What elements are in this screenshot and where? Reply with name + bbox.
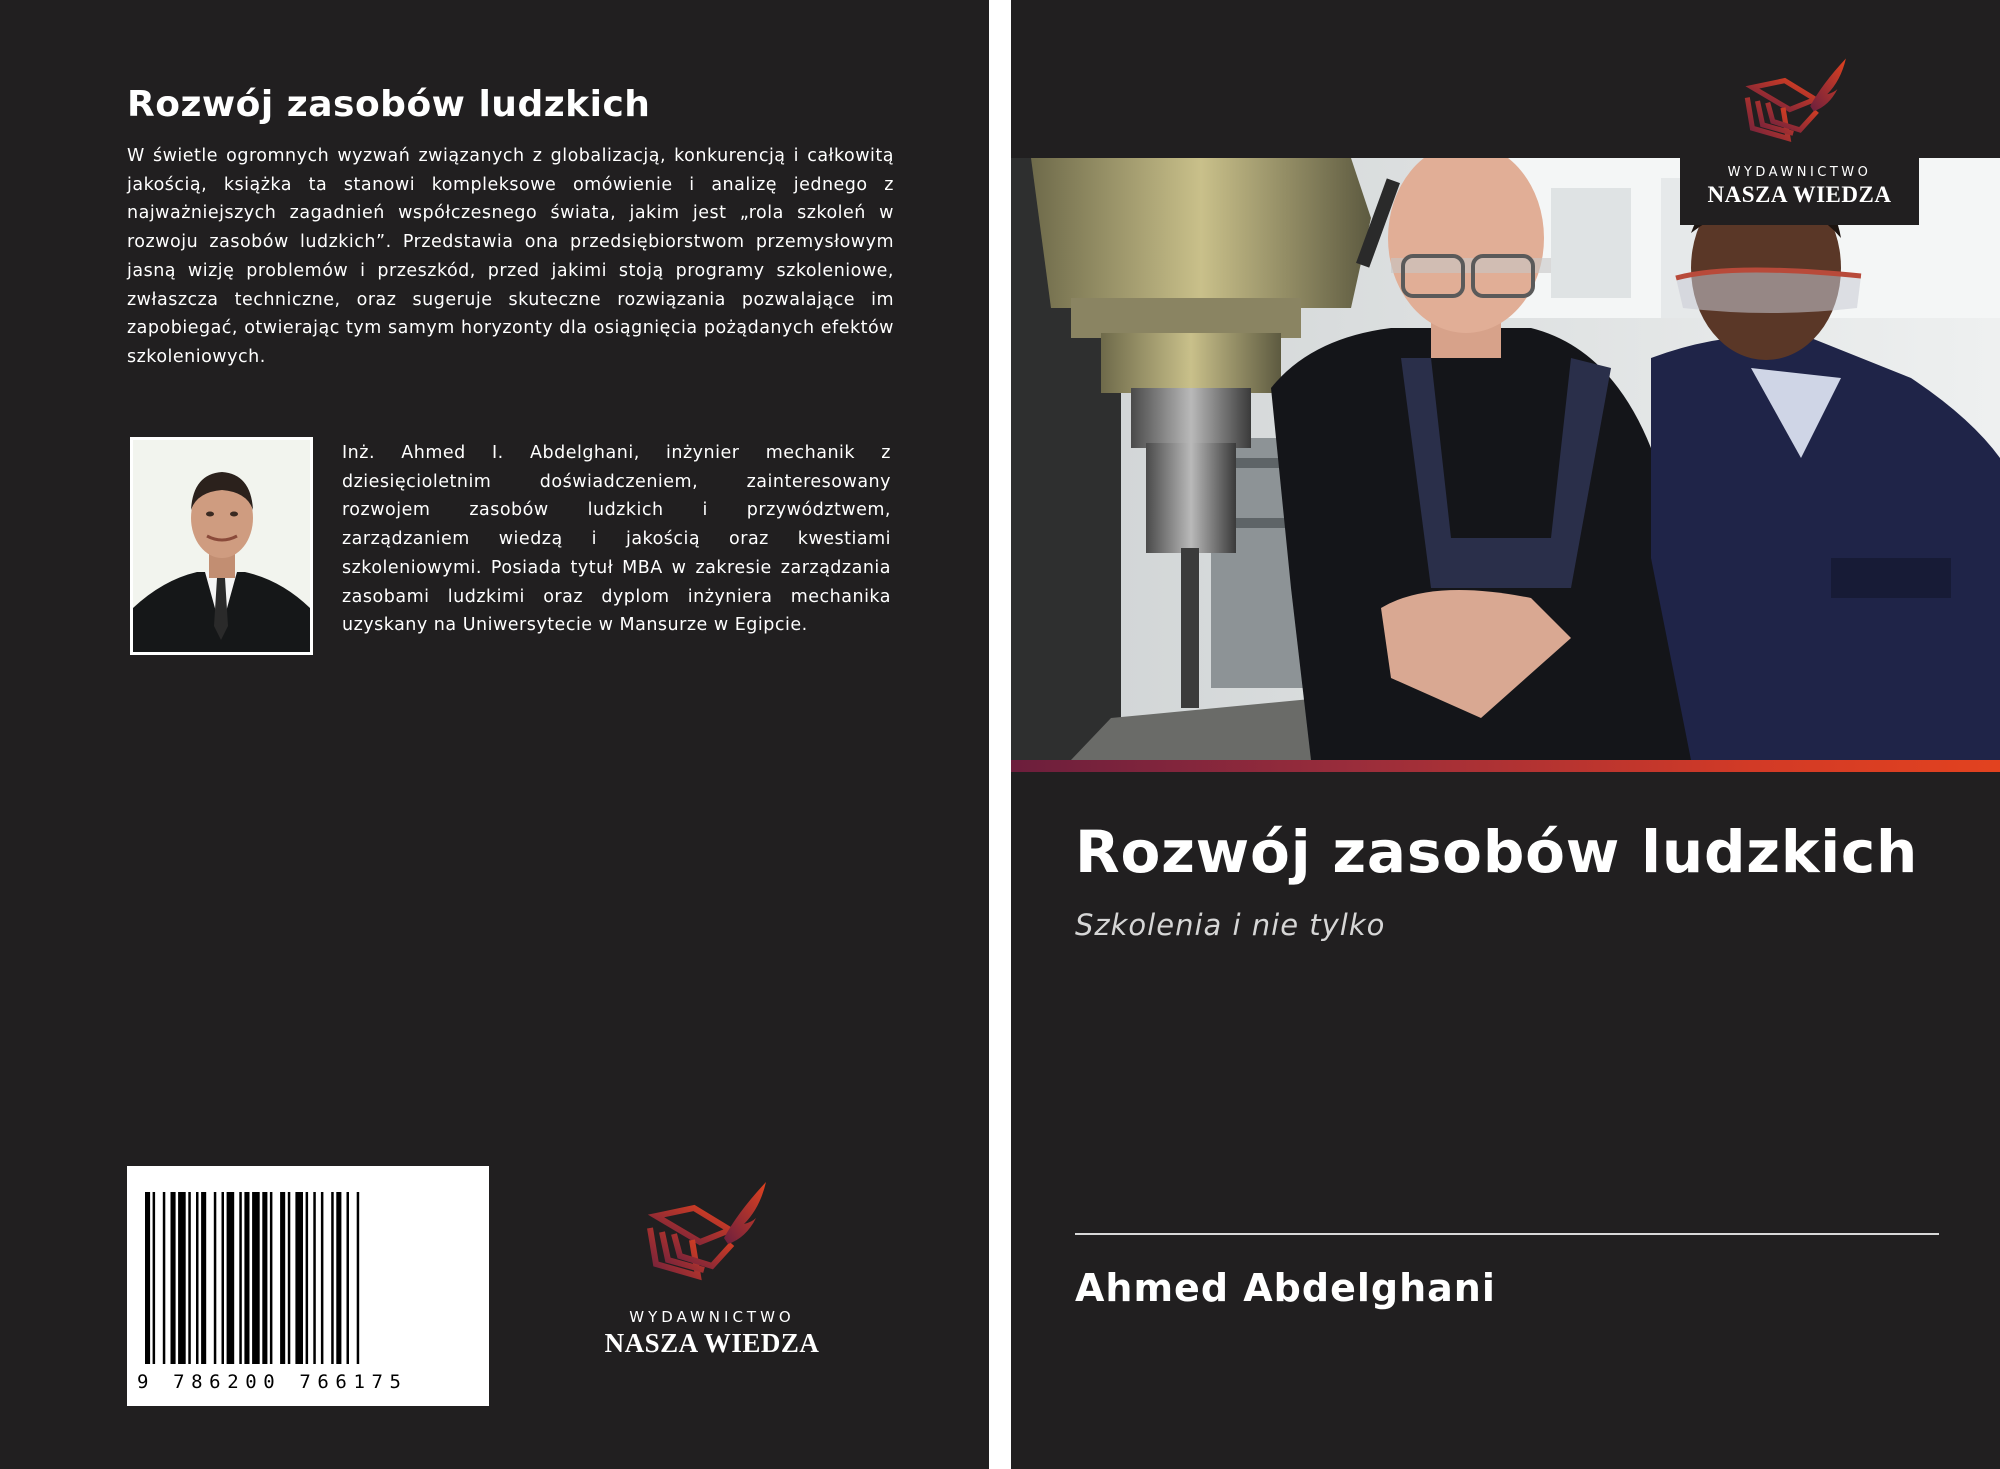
barcode-bar xyxy=(196,1192,199,1364)
barcode-bar xyxy=(239,1192,242,1364)
publisher-name-small: WYDAWNICTWO xyxy=(629,1308,795,1326)
book-quill-icon xyxy=(1740,50,1860,152)
back-cover xyxy=(0,0,989,1469)
book-subtitle: Szkolenia i nie tylko xyxy=(1075,908,1386,942)
barcode-bar xyxy=(280,1192,285,1364)
publisher-name-large: NASZA WIEDZA xyxy=(1707,182,1892,207)
barcode-bar xyxy=(313,1192,316,1364)
barcode-bar xyxy=(153,1192,156,1364)
barcode-bar xyxy=(336,1192,341,1364)
spine-gap xyxy=(989,0,1011,1469)
title-divider xyxy=(1075,1233,1939,1235)
accent-stripe xyxy=(1011,760,2000,772)
barcode-bar xyxy=(252,1192,260,1364)
barcode-bar xyxy=(306,1192,309,1364)
book-author: Ahmed Abdelghani xyxy=(1075,1266,1496,1310)
barcode-bar xyxy=(295,1192,303,1364)
barcode-bar xyxy=(163,1192,166,1364)
author-photo xyxy=(130,437,313,655)
barcode-bar xyxy=(262,1192,267,1364)
barcode-bar xyxy=(188,1192,191,1364)
barcode-bar xyxy=(321,1192,324,1364)
publisher-name-large: NASZA WIEDZA xyxy=(604,1328,820,1358)
barcode-bar xyxy=(201,1192,206,1364)
barcode-bar xyxy=(145,1192,150,1364)
barcode-bar xyxy=(227,1192,235,1364)
publisher-logo-front xyxy=(1680,50,1919,225)
author-bio: Inż. Ahmed I. Abdelghani, inżynier mechanik z dziesięcioletnim doświadczeniem, zainteresowany rozwojem zasobów ludzkich i przywództwem, zarządzaniem wiedzą i jakością oraz kwestiami szkoleniowymi. Posiada tytuł MBA w zakresie zarządzania zasobami ludzkimi oraz dyplom inżyniera mechanika uzyskany na Uniwersytecie w Mansurze w Egipcie. xyxy=(342,443,891,636)
barcode-bar xyxy=(214,1192,217,1364)
barcode-bar xyxy=(288,1192,291,1364)
isbn-barcode xyxy=(127,1166,489,1406)
barcode-bar xyxy=(222,1192,225,1364)
publisher-logo-back xyxy=(582,1172,842,1367)
cover-photo-workshop xyxy=(1011,158,2000,760)
publisher-name-small: WYDAWNICTWO xyxy=(1727,165,1872,180)
barcode-bar xyxy=(178,1192,186,1364)
barcode-bar xyxy=(171,1192,176,1364)
barcode-bar xyxy=(244,1192,249,1364)
back-cover-title: Rozwój zasobów ludzkich xyxy=(127,84,651,125)
isbn-number: 9 786200 766175 xyxy=(137,1371,408,1393)
book-title: Rozwój zasobów ludzkich xyxy=(1075,818,1919,886)
front-cover xyxy=(1011,0,2000,1469)
barcode-bar xyxy=(331,1192,334,1364)
book-quill-icon xyxy=(642,1172,782,1292)
barcode-bar xyxy=(270,1192,273,1364)
book-description: W świetle ogromnych wyzwań związanych z globalizacją, konkurencją i całkowitą jakością, książka ta stanowi kompleksowe omówienie i analizę jednego z najważniejszych zagadnień współczesnego świata, jakim jest „rola szkoleń w rozwoju zasobów ludzkich”. Przedstawia ona przedsiębiorstwom przemysłowym jasną wizję problemów i przeszkód, przed jakimi stoją programy szkoleniowe, zwłaszcza techniczne, oraz sugeruje skuteczne rozwiązania pozwalające im zapobiegać, otwierając tym samym horyzonty dla osiągnięcia pożądanych efektów szkoleniowych. xyxy=(127,146,894,367)
barcode-bar xyxy=(347,1192,350,1364)
barcode-bar xyxy=(357,1192,360,1364)
